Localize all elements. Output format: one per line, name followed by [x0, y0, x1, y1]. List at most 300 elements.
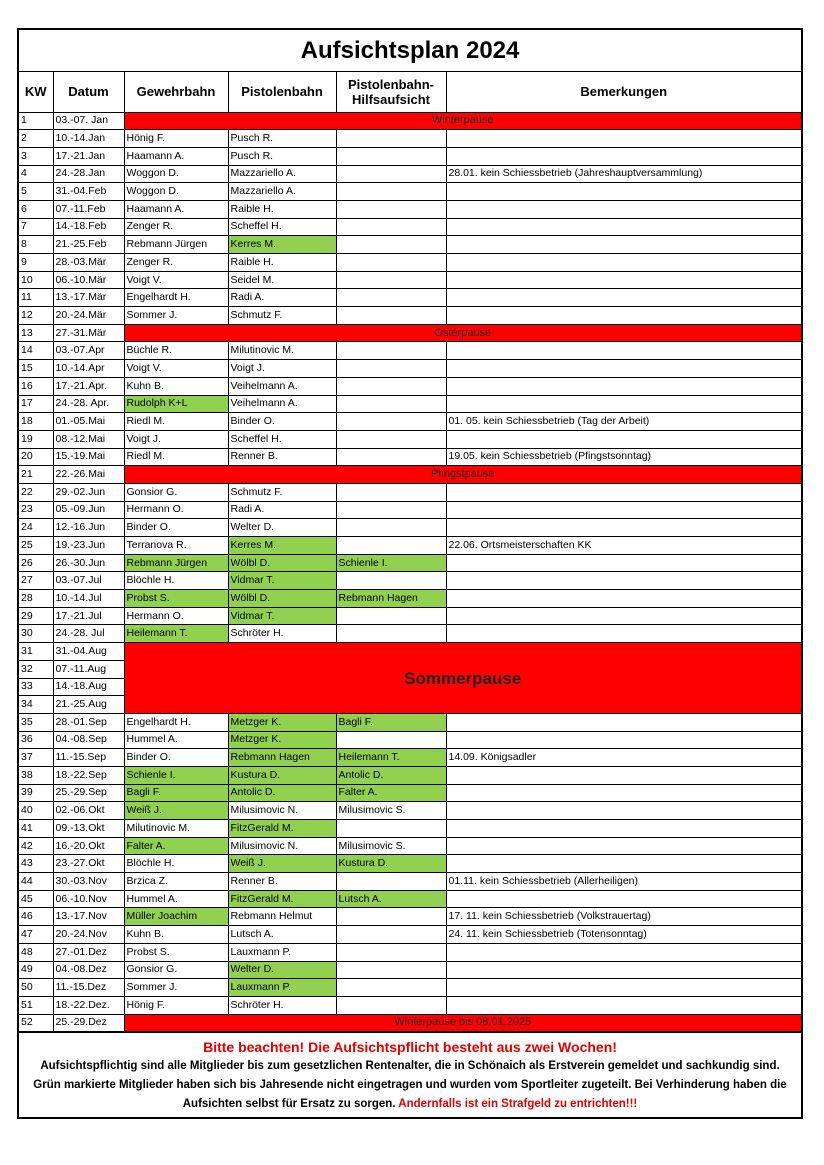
- pause-cell: Sommerpause: [124, 643, 801, 714]
- table-row: [19, 731, 801, 749]
- kw-cell: 47: [19, 926, 53, 944]
- date-cell: 25.-29.Dez: [53, 1014, 124, 1032]
- pistolenbahn-cell: Vidmar T.: [228, 572, 336, 590]
- pistolenbahn-cell: Schmutz F.: [228, 483, 336, 501]
- bemerkung-cell: [446, 625, 801, 643]
- pistolenbahn-cell: Vidmar T.: [228, 607, 336, 625]
- date-cell: 08.-12.Mai: [53, 430, 124, 448]
- table-row: [19, 147, 801, 165]
- hilfsaufsicht-cell: [336, 961, 446, 979]
- kw-cell: 8: [19, 236, 53, 254]
- hilfsaufsicht-cell: Heilemann T.: [336, 749, 446, 767]
- date-cell: 03.-07.Apr: [53, 342, 124, 360]
- hilfsaufsicht-cell: Kustura D.: [336, 855, 446, 873]
- hilfsaufsicht-cell: [336, 360, 446, 378]
- bemerkung-cell: [446, 483, 801, 501]
- date-cell: 23.-27.Okt: [53, 855, 124, 873]
- table-row: [19, 996, 801, 1014]
- date-cell: 19.-23.Jun: [53, 537, 124, 555]
- gewehrbahn-cell: Weiß J.: [124, 802, 228, 820]
- kw-cell: 21: [19, 466, 53, 484]
- table-row: [19, 448, 801, 466]
- date-cell: 26.-30.Jun: [53, 554, 124, 572]
- gewehrbahn-cell: Voigt J.: [124, 430, 228, 448]
- kw-cell: 18: [19, 413, 53, 431]
- bemerkung-cell: [446, 501, 801, 519]
- hilfsaufsicht-cell: [336, 731, 446, 749]
- hilfsaufsicht-cell: [336, 873, 446, 891]
- pistolenbahn-cell: Rebmann Helmut: [228, 908, 336, 926]
- gewehrbahn-cell: Haamann A.: [124, 147, 228, 165]
- date-cell: 10.-14.Jan: [53, 130, 124, 148]
- schedule-sheet: [17, 28, 803, 1119]
- gewehrbahn-cell: Bagli F.: [124, 784, 228, 802]
- date-cell: 01.-05.Mai: [53, 413, 124, 431]
- gewehrbahn-cell: Engelhardt H.: [124, 713, 228, 731]
- date-cell: 06.-10.Nov: [53, 890, 124, 908]
- date-cell: 21.-25.Aug: [53, 696, 124, 714]
- kw-cell: 20: [19, 448, 53, 466]
- bemerkung-cell: [446, 784, 801, 802]
- bemerkung-cell: [446, 572, 801, 590]
- date-cell: 10.-14.Jul: [53, 590, 124, 608]
- table-row: [19, 360, 801, 378]
- hilfsaufsicht-cell: [336, 377, 446, 395]
- date-cell: 18.-22.Sep: [53, 766, 124, 784]
- notice-box: [19, 1032, 801, 1117]
- gewehrbahn-cell: Kuhn B.: [124, 926, 228, 944]
- gewehrbahn-cell: Woggon D.: [124, 183, 228, 201]
- hilfsaufsicht-cell: Schienle I.: [336, 554, 446, 572]
- kw-cell: 13: [19, 324, 53, 342]
- kw-cell: 52: [19, 1014, 53, 1032]
- kw-cell: 26: [19, 554, 53, 572]
- pistolenbahn-cell: Radi A.: [228, 289, 336, 307]
- kw-cell: 29: [19, 607, 53, 625]
- kw-cell: 14: [19, 342, 53, 360]
- pistolenbahn-cell: Milutinovic M.: [228, 342, 336, 360]
- kw-cell: 43: [19, 855, 53, 873]
- gewehrbahn-cell: Hönig F.: [124, 130, 228, 148]
- page-title: Aufsichtsplan 2024: [19, 30, 801, 72]
- header-datum: Datum: [53, 72, 124, 112]
- bemerkung-cell: 01.11. kein Schiessbetrieb (Allerheiligen): [446, 873, 801, 891]
- gewehrbahn-cell: Müller Joachim: [124, 908, 228, 926]
- pause-cell: Osterpause: [124, 324, 801, 342]
- hilfsaufsicht-cell: [336, 943, 446, 961]
- schedule-body: [19, 112, 801, 1032]
- date-cell: 04.-08.Sep: [53, 731, 124, 749]
- bemerkung-cell: [446, 218, 801, 236]
- date-cell: 14.-18.Feb: [53, 218, 124, 236]
- hilfsaufsicht-cell: [336, 254, 446, 272]
- bemerkung-cell: 17. 11. kein Schiessbetrieb (Volkstrauertag): [446, 908, 801, 926]
- bemerkung-cell: 22.06. Ortsmeisterschaften KK: [446, 537, 801, 555]
- kw-cell: 16: [19, 377, 53, 395]
- pistolenbahn-cell: Welter D.: [228, 961, 336, 979]
- table-row: [19, 820, 801, 838]
- date-cell: 22.-26.Mai: [53, 466, 124, 484]
- date-cell: 14.-18.Aug: [53, 678, 124, 696]
- header-kw: KW: [19, 72, 53, 112]
- bemerkung-cell: [446, 395, 801, 413]
- date-cell: 27.-01.Dez: [53, 943, 124, 961]
- gewehrbahn-cell: Gonsior G.: [124, 961, 228, 979]
- kw-cell: 40: [19, 802, 53, 820]
- date-cell: 11.-15.Dez: [53, 979, 124, 997]
- bemerkung-cell: [446, 200, 801, 218]
- gewehrbahn-cell: Hermann O.: [124, 501, 228, 519]
- kw-cell: 10: [19, 271, 53, 289]
- bemerkung-cell: [446, 236, 801, 254]
- gewehrbahn-cell: Voigt V.: [124, 271, 228, 289]
- table-row: [19, 112, 801, 130]
- gewehrbahn-cell: Zenger R.: [124, 254, 228, 272]
- notice-body: [27, 1057, 793, 1114]
- date-cell: 18.-22.Dez.: [53, 996, 124, 1014]
- date-cell: 24.-28. Jul: [53, 625, 124, 643]
- table-row: [19, 271, 801, 289]
- bemerkung-cell: 14.09. Königsadler: [446, 749, 801, 767]
- bemerkung-cell: [446, 271, 801, 289]
- pistolenbahn-cell: Pusch R.: [228, 147, 336, 165]
- hilfsaufsicht-cell: [336, 200, 446, 218]
- bemerkung-cell: [446, 289, 801, 307]
- table-row: [19, 130, 801, 148]
- kw-cell: 2: [19, 130, 53, 148]
- kw-cell: 6: [19, 200, 53, 218]
- date-cell: 30.-03.Nov: [53, 873, 124, 891]
- schedule-table: [19, 72, 801, 1032]
- gewehrbahn-cell: Schienle I.: [124, 766, 228, 784]
- gewehrbahn-cell: Falter A.: [124, 837, 228, 855]
- gewehrbahn-cell: Sommer J.: [124, 979, 228, 997]
- table-row: [19, 873, 801, 891]
- table-row: [19, 395, 801, 413]
- pistolenbahn-cell: Veihelmann A.: [228, 395, 336, 413]
- date-cell: 03.-07.Jul: [53, 572, 124, 590]
- pistolenbahn-cell: Schmutz F.: [228, 307, 336, 325]
- gewehrbahn-cell: Gonsior G.: [124, 483, 228, 501]
- gewehrbahn-cell: Hermann O.: [124, 607, 228, 625]
- date-cell: 02.-06.Okt: [53, 802, 124, 820]
- date-cell: 27.-31.Mär: [53, 324, 124, 342]
- kw-cell: 34: [19, 696, 53, 714]
- bemerkung-cell: [446, 961, 801, 979]
- bemerkung-cell: [446, 820, 801, 838]
- hilfsaufsicht-cell: [336, 501, 446, 519]
- bemerkung-cell: [446, 979, 801, 997]
- table-row: [19, 713, 801, 731]
- bemerkung-cell: [446, 837, 801, 855]
- bemerkung-cell: [446, 130, 801, 148]
- table-header-row: [19, 72, 801, 112]
- date-cell: 31.-04.Aug: [53, 643, 124, 661]
- date-cell: 12.-16.Jun: [53, 519, 124, 537]
- date-cell: 28.-03.Mär: [53, 254, 124, 272]
- hilfsaufsicht-cell: Antolic D.: [336, 766, 446, 784]
- kw-cell: 17: [19, 395, 53, 413]
- hilfsaufsicht-cell: [336, 448, 446, 466]
- date-cell: 29.-02.Jun: [53, 483, 124, 501]
- pistolenbahn-cell: Voigt J.: [228, 360, 336, 378]
- pistolenbahn-cell: Kustura D.: [228, 766, 336, 784]
- kw-cell: 39: [19, 784, 53, 802]
- kw-cell: 25: [19, 537, 53, 555]
- gewehrbahn-cell: Hönig F.: [124, 996, 228, 1014]
- hilfsaufsicht-cell: [336, 307, 446, 325]
- bemerkung-cell: [446, 731, 801, 749]
- hilfsaufsicht-cell: [336, 908, 446, 926]
- pistolenbahn-cell: Binder O.: [228, 413, 336, 431]
- table-row: [19, 908, 801, 926]
- hilfsaufsicht-cell: [336, 218, 446, 236]
- table-row: [19, 413, 801, 431]
- date-cell: 09.-13.Okt: [53, 820, 124, 838]
- kw-cell: 38: [19, 766, 53, 784]
- hilfsaufsicht-cell: Falter A.: [336, 784, 446, 802]
- hilfsaufsicht-cell: Milusimovic S.: [336, 837, 446, 855]
- gewehrbahn-cell: Blöchle H.: [124, 572, 228, 590]
- table-row: [19, 961, 801, 979]
- gewehrbahn-cell: Riedl M.: [124, 448, 228, 466]
- table-row: [19, 377, 801, 395]
- kw-cell: 19: [19, 430, 53, 448]
- pistolenbahn-cell: Lauxmann P.: [228, 979, 336, 997]
- bemerkung-cell: 01. 05. kein Schiessbetrieb (Tag der Arbeit): [446, 413, 801, 431]
- table-row: [19, 1014, 801, 1032]
- table-row: [19, 430, 801, 448]
- kw-cell: 50: [19, 979, 53, 997]
- pistolenbahn-cell: Scheffel H.: [228, 430, 336, 448]
- bemerkung-cell: [446, 607, 801, 625]
- notice-headline: Bitte beachten! Die Aufsichtspflicht besteht aus zwei Wochen!: [203, 1039, 617, 1056]
- kw-cell: 37: [19, 749, 53, 767]
- hilfsaufsicht-cell: [336, 625, 446, 643]
- kw-cell: 5: [19, 183, 53, 201]
- pistolenbahn-cell: Metzger K.: [228, 731, 336, 749]
- kw-cell: 45: [19, 890, 53, 908]
- hilfsaufsicht-cell: [336, 996, 446, 1014]
- table-row: [19, 501, 801, 519]
- pistolenbahn-cell: Weiß J.: [228, 855, 336, 873]
- hilfsaufsicht-cell: Lutsch A.: [336, 890, 446, 908]
- hilfsaufsicht-cell: [336, 572, 446, 590]
- date-cell: 24.-28. Apr.: [53, 395, 124, 413]
- bemerkung-cell: 19.05. kein Schiessbetrieb (Pfingstsonntag): [446, 448, 801, 466]
- table-row: [19, 784, 801, 802]
- bemerkung-cell: [446, 430, 801, 448]
- pistolenbahn-cell: Raible H.: [228, 254, 336, 272]
- kw-cell: 9: [19, 254, 53, 272]
- gewehrbahn-cell: Riedl M.: [124, 413, 228, 431]
- hilfsaufsicht-cell: Bagli F.: [336, 713, 446, 731]
- gewehrbahn-cell: Rudolph K+L: [124, 395, 228, 413]
- bemerkung-cell: [446, 183, 801, 201]
- gewehrbahn-cell: Heilemann T.: [124, 625, 228, 643]
- bemerkung-cell: [446, 590, 801, 608]
- hilfsaufsicht-cell: [336, 147, 446, 165]
- kw-cell: 4: [19, 165, 53, 183]
- date-cell: 21.-25.Feb: [53, 236, 124, 254]
- gewehrbahn-cell: Sommer J.: [124, 307, 228, 325]
- date-cell: 15.-19.Mai: [53, 448, 124, 466]
- date-cell: 17.-21.Jul: [53, 607, 124, 625]
- table-row: [19, 254, 801, 272]
- gewehrbahn-cell: Binder O.: [124, 749, 228, 767]
- gewehrbahn-cell: Rebmann Jürgen: [124, 554, 228, 572]
- kw-cell: 41: [19, 820, 53, 838]
- pistolenbahn-cell: Wölbl D.: [228, 590, 336, 608]
- gewehrbahn-cell: Binder O.: [124, 519, 228, 537]
- gewehrbahn-cell: Woggon D.: [124, 165, 228, 183]
- bemerkung-cell: [446, 519, 801, 537]
- kw-cell: 27: [19, 572, 53, 590]
- kw-cell: 51: [19, 996, 53, 1014]
- pause-cell: Winterpause bis 08.01.2025: [124, 1014, 801, 1032]
- kw-cell: 24: [19, 519, 53, 537]
- kw-cell: 28: [19, 590, 53, 608]
- kw-cell: 46: [19, 908, 53, 926]
- kw-cell: 11: [19, 289, 53, 307]
- date-cell: 24.-28.Jan: [53, 165, 124, 183]
- bemerkung-cell: [446, 554, 801, 572]
- pistolenbahn-cell: Kerres M.: [228, 236, 336, 254]
- table-row: [19, 749, 801, 767]
- gewehrbahn-cell: Probst S.: [124, 590, 228, 608]
- table-row: [19, 165, 801, 183]
- pistolenbahn-cell: Radi A.: [228, 501, 336, 519]
- gewehrbahn-cell: Probst S.: [124, 943, 228, 961]
- date-cell: 07.-11.Feb: [53, 200, 124, 218]
- gewehrbahn-cell: Terranova R.: [124, 537, 228, 555]
- date-cell: 28.-01.Sep: [53, 713, 124, 731]
- kw-cell: 49: [19, 961, 53, 979]
- date-cell: 13.-17.Nov: [53, 908, 124, 926]
- table-row: [19, 236, 801, 254]
- kw-cell: 23: [19, 501, 53, 519]
- hilfsaufsicht-cell: [336, 289, 446, 307]
- hilfsaufsicht-cell: [336, 430, 446, 448]
- gewehrbahn-cell: Blöchle H.: [124, 855, 228, 873]
- kw-cell: 35: [19, 713, 53, 731]
- table-row: [19, 590, 801, 608]
- pistolenbahn-cell: Renner B.: [228, 873, 336, 891]
- bemerkung-cell: [446, 147, 801, 165]
- pistolenbahn-cell: Mazzariello A.: [228, 165, 336, 183]
- bemerkung-cell: [446, 943, 801, 961]
- date-cell: 10.-14.Apr: [53, 360, 124, 378]
- bemerkung-cell: [446, 360, 801, 378]
- table-row: [19, 183, 801, 201]
- pistolenbahn-cell: Welter D.: [228, 519, 336, 537]
- hilfsaufsicht-cell: [336, 607, 446, 625]
- kw-cell: 32: [19, 660, 53, 678]
- pistolenbahn-cell: Lauxmann P.: [228, 943, 336, 961]
- bemerkung-cell: [446, 713, 801, 731]
- hilfsaufsicht-cell: [336, 537, 446, 555]
- bemerkung-cell: [446, 855, 801, 873]
- table-row: [19, 572, 801, 590]
- pistolenbahn-cell: Seidel M.: [228, 271, 336, 289]
- table-row: [19, 342, 801, 360]
- bemerkung-cell: [446, 890, 801, 908]
- kw-cell: 7: [19, 218, 53, 236]
- hilfsaufsicht-cell: Milusimovic S.: [336, 802, 446, 820]
- date-cell: 03.-07. Jan: [53, 112, 124, 130]
- pistolenbahn-cell: Milusimovic N.: [228, 802, 336, 820]
- kw-cell: 44: [19, 873, 53, 891]
- table-row: [19, 324, 801, 342]
- table-row: [19, 943, 801, 961]
- pistolenbahn-cell: Antolic D.: [228, 784, 336, 802]
- gewehrbahn-cell: Engelhardt H.: [124, 289, 228, 307]
- table-row: [19, 837, 801, 855]
- header-bemerkungen: Bemerkungen: [446, 72, 801, 112]
- table-row: [19, 802, 801, 820]
- kw-cell: 42: [19, 837, 53, 855]
- bemerkung-cell: [446, 342, 801, 360]
- date-cell: 05.-09.Jun: [53, 501, 124, 519]
- bemerkung-cell: [446, 254, 801, 272]
- notice-warning: Andernfalls ist ein Strafgeld zu entrichten!!!: [398, 1098, 638, 1111]
- date-cell: 17.-21.Apr.: [53, 377, 124, 395]
- table-row: [19, 218, 801, 236]
- kw-cell: 31: [19, 643, 53, 661]
- pistolenbahn-cell: Scheffel H.: [228, 218, 336, 236]
- kw-cell: 12: [19, 307, 53, 325]
- hilfsaufsicht-cell: [336, 413, 446, 431]
- hilfsaufsicht-cell: [336, 271, 446, 289]
- kw-cell: 48: [19, 943, 53, 961]
- gewehrbahn-cell: Rebmann Jürgen: [124, 236, 228, 254]
- hilfsaufsicht-cell: [336, 979, 446, 997]
- pistolenbahn-cell: Veihelmann A.: [228, 377, 336, 395]
- kw-cell: 30: [19, 625, 53, 643]
- pistolenbahn-cell: FitzGerald M.: [228, 890, 336, 908]
- date-cell: 25.-29.Sep: [53, 784, 124, 802]
- hilfsaufsicht-cell: [336, 130, 446, 148]
- date-cell: 07.-11.Aug: [53, 660, 124, 678]
- kw-cell: 22: [19, 483, 53, 501]
- header-gewehrbahn: Gewehrbahn: [124, 72, 228, 112]
- date-cell: 16.-20.Okt: [53, 837, 124, 855]
- hilfsaufsicht-cell: [336, 926, 446, 944]
- bemerkung-cell: 28.01. kein Schiessbetrieb (Jahreshauptversammlung): [446, 165, 801, 183]
- date-cell: 06.-10.Mär: [53, 271, 124, 289]
- bemerkung-cell: [446, 377, 801, 395]
- pistolenbahn-cell: Milusimovic N.: [228, 837, 336, 855]
- hilfsaufsicht-cell: [336, 395, 446, 413]
- kw-cell: 1: [19, 112, 53, 130]
- gewehrbahn-cell: Haamann A.: [124, 200, 228, 218]
- gewehrbahn-cell: Kuhn B.: [124, 377, 228, 395]
- kw-cell: 3: [19, 147, 53, 165]
- gewehrbahn-cell: Voigt V.: [124, 360, 228, 378]
- pistolenbahn-cell: Lutsch A.: [228, 926, 336, 944]
- table-row: [19, 200, 801, 218]
- table-row: [19, 519, 801, 537]
- hilfsaufsicht-cell: [336, 519, 446, 537]
- header-pistolenbahn: Pistolenbahn: [228, 72, 336, 112]
- date-cell: 20.-24.Nov: [53, 926, 124, 944]
- table-row: [19, 607, 801, 625]
- hilfsaufsicht-cell: [336, 183, 446, 201]
- gewehrbahn-cell: Hummel A.: [124, 890, 228, 908]
- table-row: [19, 307, 801, 325]
- date-cell: 31.-04.Feb: [53, 183, 124, 201]
- hilfsaufsicht-cell: [336, 820, 446, 838]
